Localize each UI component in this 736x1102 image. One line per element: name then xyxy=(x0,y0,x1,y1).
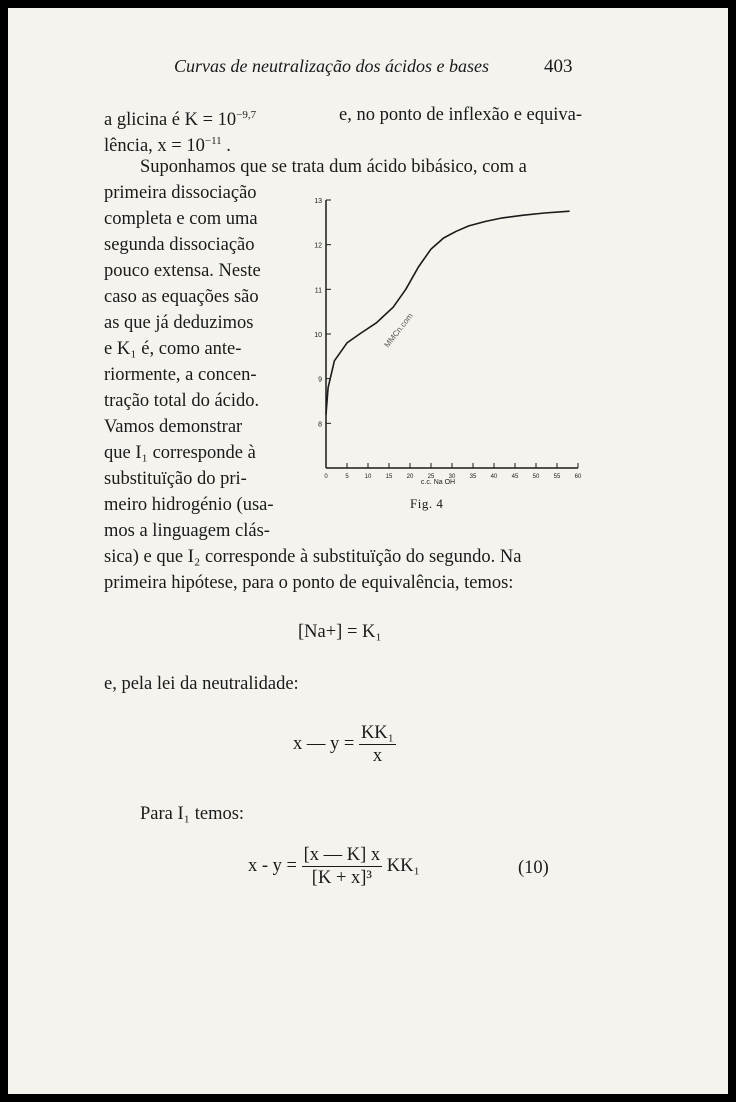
x-tick-label: 5 xyxy=(345,474,349,480)
figure-4-chart xyxy=(298,188,588,498)
figure-caption: Fig. 4 xyxy=(410,496,444,511)
x-tick-label: 45 xyxy=(511,474,519,480)
left-line: Vamos demonstrar xyxy=(104,417,243,437)
neutralization-curve xyxy=(326,211,570,414)
paragraph-first-line: Suponhamos que se trata dum ácido bibásico, com a xyxy=(140,157,527,177)
left-line: mos a linguagem clás- xyxy=(104,521,270,541)
left-line: tração total do ácido. xyxy=(104,391,260,411)
text-line-primeira: primeira hipótese, para o ponto de equivalência, temos: xyxy=(104,573,514,593)
left-line: pouco extensa. Neste xyxy=(104,261,261,281)
left-column-text xyxy=(104,180,279,544)
y-tick-label: 10 xyxy=(314,332,322,339)
eq2-denominator: x xyxy=(372,746,383,766)
left-line: que I₁ corresponde à xyxy=(104,443,256,463)
x-tick-label: 35 xyxy=(469,474,477,480)
watermark: MMCn.com xyxy=(382,311,415,350)
y-tick-label: 9 xyxy=(318,376,322,384)
text-line-sica: sica) e que I₂ corresponde à substituïção do segundo. Na xyxy=(104,547,522,567)
eq2-numerator: KK₁ xyxy=(360,723,395,743)
x-tick-label: 40 xyxy=(490,474,498,480)
x-tick-label: 20 xyxy=(406,474,414,480)
eq3-denominator: [K + x]³ xyxy=(311,868,372,888)
equation-na: [Na+] = K₁ xyxy=(298,622,382,642)
y-tick-label: 13 xyxy=(314,198,322,205)
text-line-2: lência, $x = 10^{-11}$ . xyxy=(104,135,231,157)
equation-number: (10) xyxy=(518,858,549,878)
x-tick-label: 25 xyxy=(427,474,435,480)
left-line: primeira dissociação xyxy=(104,183,257,203)
line1-text: a glicina é $K = 10^{-9,7}$ xyxy=(104,109,257,131)
x-axis-label: c.c. Na OH xyxy=(420,479,456,486)
y-tick-label: 12 xyxy=(314,242,322,250)
x-tick-label: 10 xyxy=(364,474,372,480)
text-para-i1: Para I₁ temos: xyxy=(140,804,245,824)
x-tick-label: 55 xyxy=(553,474,561,480)
line1-end: e, no ponto de inflexão e equiva- xyxy=(339,105,582,125)
y-tick-label: 8 xyxy=(318,421,322,429)
page-number: 403 xyxy=(544,56,573,77)
y-tick-label: 11 xyxy=(314,287,322,295)
left-line: caso as equações são xyxy=(104,287,259,307)
left-line: segunda dissociação xyxy=(104,235,255,255)
scanned-page xyxy=(8,8,728,1094)
left-line: e K₁ é, como ante- xyxy=(104,339,242,359)
left-line: substituïção do pri- xyxy=(104,469,247,489)
left-line: meiro hidrogénio (usa- xyxy=(104,495,274,515)
running-header: Curvas de neutralização dos ácidos e bases xyxy=(174,56,489,76)
left-line: completa e com uma xyxy=(104,209,258,229)
left-line: as que já deduzimos xyxy=(104,313,254,333)
equation-2: x — y = $\frac{\text{KK₁}}{x}$ xyxy=(293,723,395,766)
x-tick-label: 0 xyxy=(324,474,328,480)
text-pela-lei: e, pela lei da neutralidade: xyxy=(104,674,299,694)
x-tick-label: 15 xyxy=(385,474,393,480)
x-tick-label: 60 xyxy=(574,474,582,480)
eq3-numerator: [x — K] x xyxy=(303,845,381,865)
left-line: riormente, a concen- xyxy=(104,365,257,385)
x-tick-label: 30 xyxy=(448,474,456,480)
equation-3: x - y = $\frac{[x — K] x}{\text{[K + x]³}}$ KK₁ xyxy=(248,845,420,888)
x-tick-label: 50 xyxy=(532,474,540,480)
